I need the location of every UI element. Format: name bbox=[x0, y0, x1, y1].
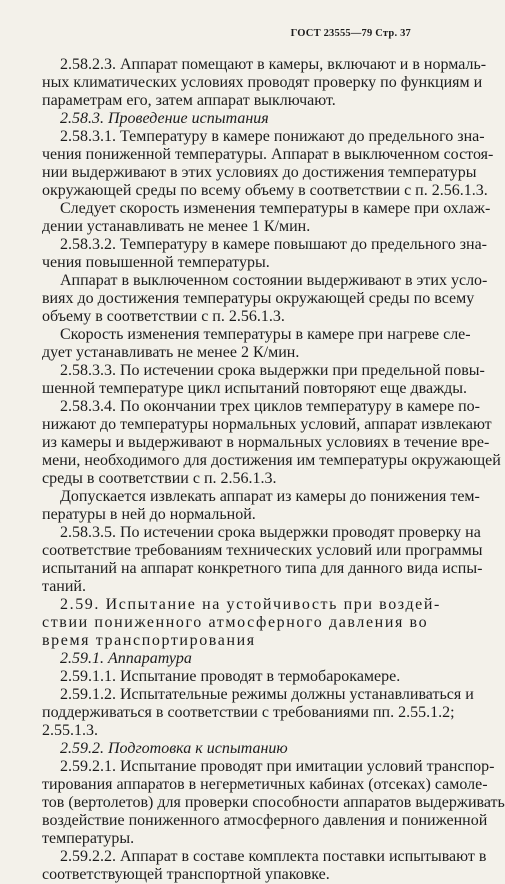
section-heading: 2.59.1. Аппаратура bbox=[60, 650, 192, 667]
text-line: окружающей среды по всему объему в соответствии с п. 2.56.1.3. bbox=[42, 182, 488, 199]
text-line: Допускается извлекать аппарат из камеры до понижения тем- bbox=[60, 488, 480, 505]
text-line: ных климатических условиях проводят проверку по функциям и bbox=[42, 74, 483, 91]
text-line: испытаний на аппарат конкретного типа для данного вида испы- bbox=[42, 560, 483, 577]
text-line: 2.58.2.3. Аппарат помещают в камеры, включают и в нормаль- bbox=[60, 56, 487, 73]
text-line: шенной температуре цикл испытаний повторяют еще дважды. bbox=[42, 380, 468, 397]
text-line: Следует скорость изменения температуры в камере при охлаж- bbox=[60, 200, 491, 217]
text-line: чения повышенной температуры. bbox=[42, 254, 270, 271]
text-line: нижают до температуры нормальных условий, аппарат извлекают bbox=[42, 416, 492, 433]
document-body bbox=[42, 56, 505, 884]
text-line: чения пониженной температуры. Аппарат в выключенном состоя- bbox=[42, 146, 494, 163]
text-line: 2.59.2.1. Испытание проводят при имитации условий транспор- bbox=[60, 758, 495, 775]
text-line: дении устанавливать не менее 1 К/мин. bbox=[42, 218, 311, 235]
section-heading: 2.59.2. Подготовка к испытанию bbox=[60, 740, 288, 757]
text-line: 2.55.1.3. bbox=[42, 722, 98, 739]
text-line: соответствие требованиям технических условий или программы bbox=[42, 542, 483, 559]
text-line: среды в соответствии с п. 2.56.1.3. bbox=[42, 470, 277, 487]
text-line: поддерживаться в соответствии с требованиями пп. 2.55.1.2; bbox=[42, 704, 455, 721]
section-heading: ствии пониженного атмосферного давления во bbox=[42, 614, 429, 631]
text-line: 2.58.3.2. Температуру в камере повышают до предельного зна- bbox=[60, 236, 488, 253]
text-line: 2.59.2.2. Аппарат в составе комплекта поставки испытывают в bbox=[60, 848, 487, 865]
page-header: ГОСТ 23555—79 Стр. 37 bbox=[290, 28, 411, 39]
text-line: дует устанавливать не менее 2 К/мин. bbox=[42, 344, 300, 361]
text-line: 2.59.1.2. Испытательные режимы должны устанавливаться и bbox=[60, 686, 474, 703]
section-heading: 2.59. Испытание на устойчивость при воздей- bbox=[60, 596, 441, 613]
text-line: температуры. bbox=[42, 830, 135, 847]
text-line: Скорость изменения температуры в камере при нагреве сле- bbox=[60, 326, 471, 343]
text-line: нии выдерживают в этих условиях до достижения температуры bbox=[42, 164, 477, 181]
text-line: виях до достижения температуры окружающей среды по всему bbox=[42, 290, 475, 307]
text-line: тов (вертолетов) для проверки способности аппаратов выдерживать bbox=[42, 794, 505, 811]
text-line: воздействие пониженного атмосферного давления и пониженной bbox=[42, 812, 488, 829]
section-heading: 2.58.3. Проведение испытания bbox=[60, 110, 269, 127]
text-line: параметрам его, затем аппарат выключают. bbox=[42, 92, 336, 109]
text-line: тирования аппаратов в негерметичных кабинах (отсеках) самоле- bbox=[42, 776, 488, 793]
text-line: соответствующей транспортной упаковке. bbox=[42, 866, 330, 883]
text-line: 2.58.3.1. Температуру в камере понижают до предельного зна- bbox=[60, 128, 485, 145]
text-line: из камеры и выдерживают в нормальных условиях в течение вре- bbox=[42, 434, 490, 451]
text-line: 2.59.1.1. Испытание проводят в термобарокамере. bbox=[60, 668, 401, 685]
text-line: объему в соответствии с п. 2.56.1.3. bbox=[42, 308, 285, 325]
text-line: Аппарат в выключенном состоянии выдерживают в этих усло- bbox=[60, 272, 488, 289]
section-heading: время транспортирования bbox=[42, 632, 256, 649]
text-line: мени, необходимого для достижения им температуры окружающей bbox=[42, 452, 501, 469]
text-line: 2.58.3.4. По окончании трех циклов температуру в камере по- bbox=[60, 398, 480, 415]
text-line: 2.58.3.5. По истечении срока выдержки проводят проверку на bbox=[60, 524, 481, 541]
text-line: 2.58.3.3. По истечении срока выдержки при предельной повы- bbox=[60, 362, 485, 379]
text-line: таний. bbox=[42, 578, 86, 595]
text-line: пературы в ней до нормальной. bbox=[42, 506, 256, 523]
